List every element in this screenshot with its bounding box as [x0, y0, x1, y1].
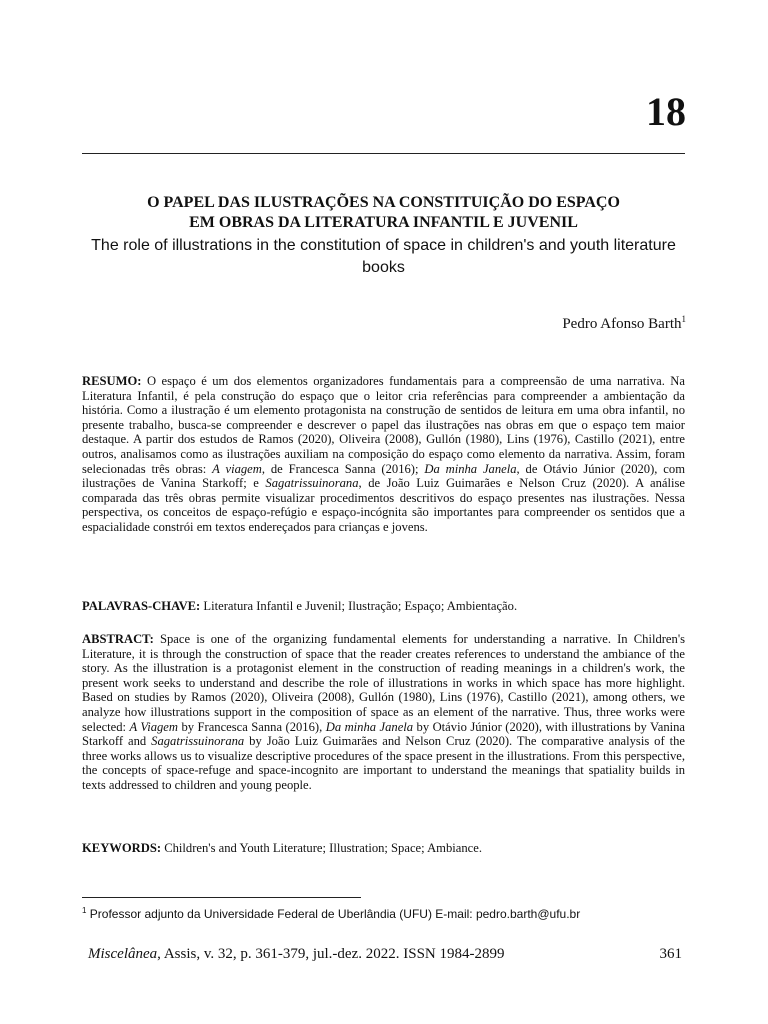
journal-name: Miscelânea: [88, 946, 158, 962]
chapter-number: 18: [646, 89, 686, 134]
abstract-text-3: by Otávio Júnior (2020), with illustrations by Vanina Starkoff and: [82, 719, 686, 749]
abstract-text-1: Space is one of the organizing fundamental elements for understanding a narrative. In Children's Literature, it is through the construction of space that the reader creates references to understand the ambiance of the story. As the illustration is a protagonist element in the construction of reading meanings in a children's work, the present work seeks to understand and describe the role of illustrations in works in which space has more highlight. Based on studies by Ramos (2020), Oliveira (2008), Gullón (1980), Lins (1976), Castillo (2021), among others, we analyze how illustrations support in the composition of space as an element of the narrative. Thus, three works were selected:: [82, 632, 685, 734]
resumo-text-3: , de Otávio Júnior (2020), com ilustrações de Vanina Starkoff; e: [82, 461, 685, 491]
author-footnote-mark[interactable]: 1: [681, 314, 686, 324]
author-name: Pedro Afonso Barth: [562, 316, 682, 332]
title-portuguese: [82, 193, 685, 233]
abstract-work-2: Da minha Janela: [325, 719, 414, 734]
title-portuguese-line1: O PAPEL DAS ILUSTRAÇÕES NA CONSTITUIÇÃO DO ESPAÇO: [147, 194, 620, 211]
palavras-chave-text: Literatura Infantil e Juvenil; Ilustração; Espaço; Ambientação.: [200, 599, 518, 613]
resumo-text-1: O espaço é um dos elementos organizadores fundamentais para a compreensão de uma narrativa. Na Literatura Infantil, é pela construção do espaço que o leitor cria referências para compreender a ambientação da história. Como a ilustração é um elemento protagonista na construção de sentidos de leitura em uma obra infantil, no presente trabalho, busca-se compreender e descrever o papel das ilustrações nas obras em que o espaço tem maior destaque. A partir dos estudos de Ramos (2020), Oliveira (2008), Gullón (1980), Lins (1976), Castillo (2021), entre outros, analisamos como as ilustrações auxiliam na composição do espaço como elemento da narrativa. Assim, foram selecionadas três obras:: [82, 374, 685, 476]
keywords-line: [82, 841, 685, 856]
abstract-paragraph: [82, 632, 685, 793]
resumo-work-3: Sagatrissuinorana: [265, 476, 359, 491]
footnote-mark: 1: [82, 906, 87, 915]
journal-citation: [88, 944, 505, 964]
resumo-work-1: A viagem: [212, 461, 262, 476]
footnote: [82, 906, 685, 922]
resumo-work-2: Da minha Janela: [424, 461, 517, 476]
footnote-text: Professor adjunto da Universidade Federal de Uberlândia (UFU) E-mail: pedro.barth@ufu.br: [86, 907, 581, 921]
title-portuguese-line2: EM OBRAS DA LITERATURA INFANTIL E JUVENIL: [189, 214, 578, 231]
abstract-work-3: Sagatrissuinorana: [151, 734, 245, 749]
author-line: [562, 314, 686, 334]
palavras-chave-label: PALAVRAS-CHAVE:: [82, 599, 201, 613]
palavras-chave-line: [82, 599, 685, 614]
page-number: 361: [659, 946, 682, 962]
title-english: The role of illustrations in the constitution of space in children's and youth literature books: [91, 237, 676, 276]
keywords-label: KEYWORDS:: [82, 841, 162, 855]
header-divider: [82, 153, 685, 154]
resumo-label: RESUMO:: [82, 374, 142, 388]
journal-details: , Assis, v. 32, p. 361-379, jul.-dez. 2022. ISSN 1984-2899: [157, 946, 505, 962]
resumo-paragraph: [82, 374, 685, 535]
resumo-text-2: , de Francesca Sanna (2016);: [261, 461, 425, 476]
abstract-label: ABSTRACT:: [82, 632, 154, 646]
abstract-work-1: A Viagem: [129, 719, 178, 734]
resumo-text-4: , de João Luiz Guimarães e Nelson Cruz (2020). A análise comparada das três obras permite visualizar procedimentos descritivos do espaço presentes nas ilustrações. Nessa perspectiva, os conceitos de espaço-refúgio e espaço-incógnita são importantes para compreender os sentidos que a espacialidade constrói em textos endereçados para crianças e jovens.: [82, 476, 685, 534]
footnote-divider: [82, 897, 361, 898]
keywords-text: Children's and Youth Literature; Illustration; Space; Ambiance.: [161, 841, 482, 855]
abstract-text-4: by João Luiz Guimarães and Nelson Cruz (2020). The comparative analysis of the three works allows us to visualize descriptive procedures of the space present in the illustrations. From this perspective, the concepts of space-refuge and space-incognito are important to understand the meanings that spatiality builds in texts addressed to children and young people.: [82, 734, 685, 792]
abstract-text-2: by Francesca Sanna (2016),: [177, 719, 326, 734]
